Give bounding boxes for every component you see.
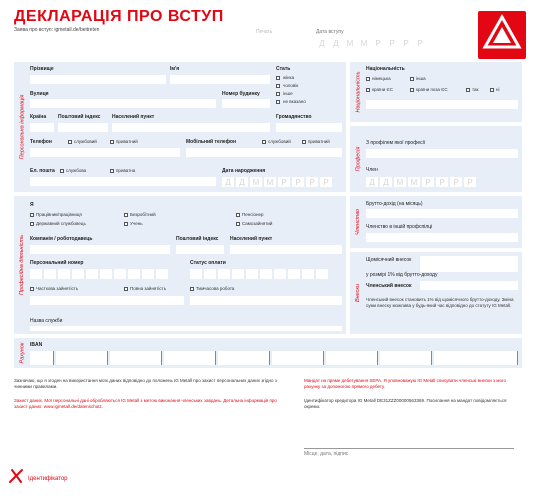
nat-german-checkbox[interactable] [366,77,370,81]
company-field[interactable] [30,245,170,254]
nat-noneu-checkbox[interactable] [410,88,414,92]
mobile-label: Мобільний телефон [186,139,237,145]
iban-box-2[interactable] [56,351,108,365]
income-side-label: Членство [355,208,361,236]
income-field[interactable] [366,209,518,218]
personal-side-label: Персональна інформація [19,94,26,160]
nat-other-checkbox[interactable] [410,77,414,81]
contrib-line-1: у розмірі 1% від брутто-доходу [366,272,438,278]
iban-box-7[interactable] [326,351,378,365]
phone-label: Телефон [30,139,52,145]
iban-side-label: Рахунок [19,342,26,364]
nationality-side-label: Національність [355,71,362,113]
birth-date-boxes[interactable]: Д Д М М Р Р Р Р [222,177,334,187]
gender-label: Стать [276,66,291,72]
stamp-label: Печать [256,29,273,35]
job-extra-field-1[interactable] [30,296,184,305]
cross-mark-icon [8,468,24,484]
citizenship-field[interactable] [276,123,342,132]
email-field[interactable] [30,177,216,186]
country-label: Країна [30,114,47,120]
job-opt-5[interactable] [124,222,128,226]
surname-field[interactable] [30,75,166,84]
ig-metall-logo [478,11,526,59]
street-label: Вулиця [30,91,49,97]
contrib-line-0: Щомісячний внесок [366,257,412,263]
zip-label: Поштовий індекс [58,114,101,120]
training-q1-label: З профілем якої професії [366,140,426,146]
zip-field[interactable] [58,123,108,132]
contrib-text: Членський внесок становить 1% від щомісячного брутто-доходу. Зміна суми внеску можлива у будь-який час відповідно до статуту IG Metall. [366,297,514,309]
job-label: Я [30,202,34,208]
mobile-field[interactable] [186,148,342,157]
nat-yes-checkbox[interactable] [466,88,470,92]
job-extra-field-2[interactable] [190,296,342,305]
job-opt-6[interactable] [236,222,240,226]
job-opt-3[interactable] [124,213,128,217]
nationality-field[interactable] [366,100,518,109]
job-opt-4[interactable] [236,213,240,217]
iban-box-5[interactable] [218,351,270,365]
citizenship-label: Громадянство [276,114,312,120]
job-note-field[interactable] [30,326,342,331]
status-boxes[interactable] [190,269,330,279]
iban-box-3[interactable] [110,351,162,365]
job-city-label: Населений пункт [230,236,273,242]
first-name-field[interactable] [170,75,270,84]
training-q2-label: Член [366,167,378,173]
join-date-boxes[interactable]: Д Д М М Р Р Р Р [316,38,428,48]
house-label: Номер будинку [222,91,260,97]
page-title: ДЕКЛАРАЦІЯ ПРО ВСТУП [14,8,224,25]
job-note-label: Назва служби [30,318,63,324]
phone-work-checkbox[interactable] [68,140,72,144]
brand-label: Ідентифікатор [28,476,68,482]
job-opt2-0[interactable] [30,287,34,291]
contrib-member-field[interactable] [420,281,518,290]
nat-no-checkbox[interactable] [490,88,494,92]
mobile-work-checkbox[interactable] [262,140,266,144]
iban-box-9[interactable] [434,351,518,365]
date-label: Дата вступу [316,29,344,35]
job-opt2-1[interactable] [124,287,128,291]
surname-label: Прізвище [30,66,54,72]
subtitle: Заява про вступ: igmetall.de/beitreten [14,27,100,33]
iban-box-8[interactable] [380,351,432,365]
income-q2-label: Членство в іншій профспілці [366,224,433,230]
personal-no-label: Персональний номер [30,260,84,266]
gender-checkbox-other[interactable] [276,92,280,96]
iban-box-6[interactable] [272,351,324,365]
city-field[interactable] [112,123,270,132]
gender-checkbox-none[interactable] [276,100,280,104]
gender-checkbox-female[interactable] [276,76,280,80]
country-field[interactable] [30,123,54,132]
job-opt-2[interactable] [30,222,34,226]
email-work-checkbox[interactable] [60,169,64,173]
signature-label: Місце, дата, підпис [304,451,349,457]
status-label: Статус оплати [190,260,226,266]
mobile-private-checkbox[interactable] [302,140,306,144]
personal-no-boxes[interactable] [30,269,170,279]
nat-eu-checkbox[interactable] [366,88,370,92]
city-label: Населений пункт [112,114,155,120]
email-label: Ел. пошта [30,168,55,174]
phone-field[interactable] [30,148,180,157]
job-zip-field[interactable] [176,245,224,254]
company-label: Компанія / роботодавець [30,236,93,242]
training-side-label: Професія [355,146,362,172]
training-field[interactable] [366,149,518,158]
contrib-amount-field[interactable] [420,256,518,272]
member-since-boxes[interactable]: Д Д М М Р Р Р Р [366,177,478,187]
street-field[interactable] [30,99,216,108]
house-field[interactable] [222,99,270,108]
iban-box-4[interactable] [164,351,216,365]
job-opt-0[interactable] [30,213,34,217]
income-q1-label: Брутто-дохід (на місяць) [366,201,423,207]
footer-consent-text: Зазначаю, що я згоден на використання моїх даних відповідно до положень IG Metall про захист персональних даних згідно з чинними правилами. [14,378,277,390]
job-city-field[interactable] [230,245,342,254]
job-zip-label: Поштовий індекс [176,236,219,242]
gender-checkbox-male[interactable] [276,84,280,88]
signature-line[interactable] [304,448,514,449]
iban-box-1[interactable] [30,351,54,365]
footer-sepa-text: Мандат на пряме дебетування SEPA. Я уповноважую IG Metall списувати членські внески з мого рахунку за допомогою прямого дебету. [304,378,506,390]
job-side-label: Професійна діяльність [19,234,26,296]
iban-label: IBAN [30,342,43,348]
contrib-side-label: Внески [355,283,362,303]
contrib-line-2: Членський внесок [366,283,412,289]
first-name-label: Ім'я [170,66,180,72]
footer-privacy-text: Захист даних. Мої персональні дані обробляються IG Metall з метою виконання членських завдань. Детальна інформація про захист даних: www.igmetall.de/datenschutz. [14,398,277,410]
footer-creditor-text: Ідентифікатор кредитора IG Metall DE31ZZZ00000563369. Посилання на мандат повідомляється окремо. [304,398,507,410]
nationality-label: Національність [366,66,405,72]
birth-date-label: Дата народження [222,168,266,174]
other-union-field[interactable] [366,233,518,242]
job-opt2-2[interactable] [190,287,194,291]
phone-private-checkbox[interactable] [110,140,114,144]
email-private-checkbox[interactable] [110,169,114,173]
